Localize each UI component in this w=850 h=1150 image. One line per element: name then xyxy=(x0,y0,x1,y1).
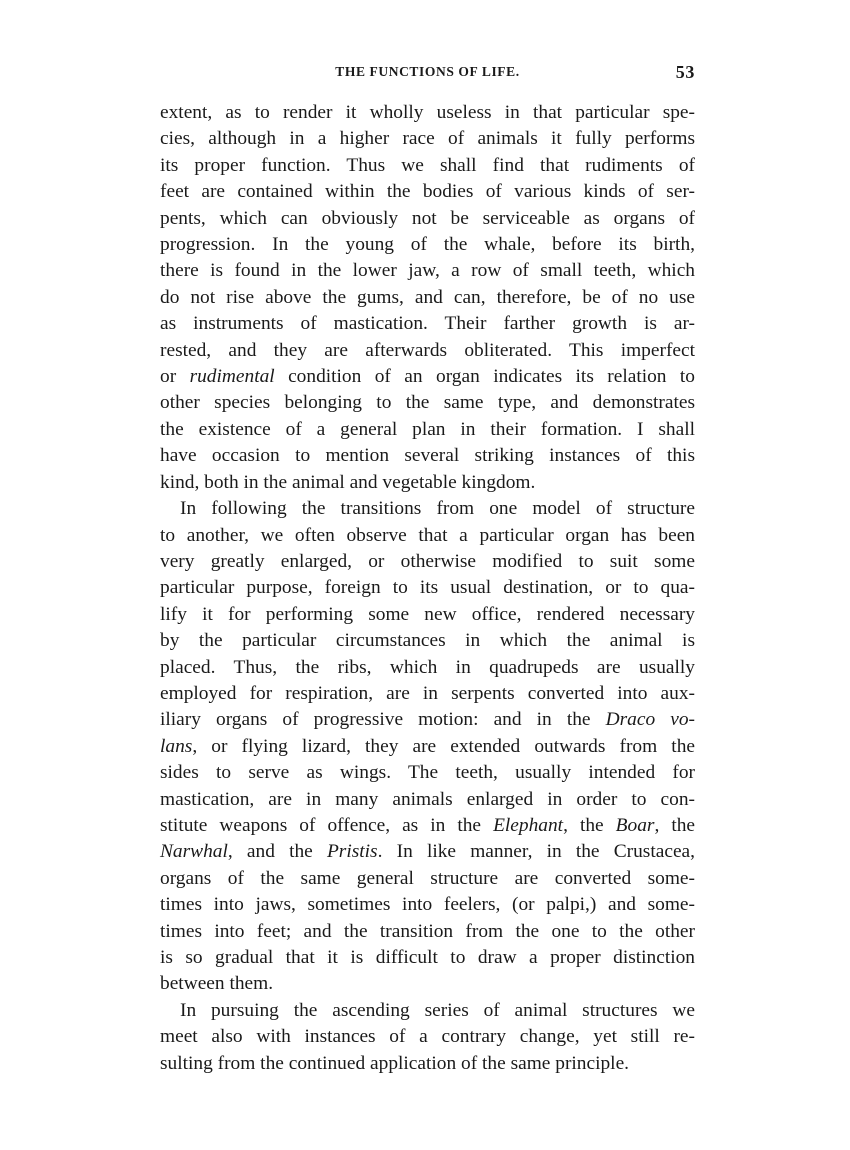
text-line: placed. Thus, the ribs, which in quadrupeds are usually xyxy=(160,656,695,678)
text-line: the existence of a general plan in their formation. I shall xyxy=(160,418,695,440)
text-line: there is found in the lower jaw, a row of small teeth, which xyxy=(160,260,695,282)
text-line: times into feet; and the transition from the one to the other xyxy=(160,920,695,942)
text-line: mastication, are in many animals enlarged in order to con- xyxy=(160,788,695,810)
text-line: extent, as to render it wholly useless in that particular spe- xyxy=(160,102,695,123)
paragraph xyxy=(160,496,695,998)
text-line: feet are contained within the bodies of various kinds of ser- xyxy=(160,181,695,203)
running-title: THE FUNCTIONS OF LIFE. xyxy=(335,64,520,79)
text-line: Narwhal, and the Pristis. In like manner, in the Crustacea, xyxy=(160,841,695,863)
text-line: iliary organs of progressive motion: and in the Draco vo- xyxy=(160,709,695,731)
page-number: 53 xyxy=(675,62,695,82)
text-line: other species belonging to the same type, and demonstrates xyxy=(160,392,695,414)
text-line: particular purpose, foreign to its usual destination, or to qua- xyxy=(160,577,695,599)
text-line: do not rise above the gums, and can, therefore, be of no use xyxy=(160,286,695,308)
text-line: is so gradual that it is difficult to draw a proper distinction xyxy=(160,947,695,968)
text-line: stitute weapons of offence, as in the Elephant, the Boar, the xyxy=(160,814,696,836)
text-line: by the particular circumstances in which the animal is xyxy=(160,630,695,652)
text-line: sides to serve as wings. The teeth, usually intended for xyxy=(160,762,695,784)
text-line: its proper function. Thus we shall find that rudiments of xyxy=(160,154,695,176)
text-line: as instruments of mastication. Their farther growth is ar- xyxy=(160,313,695,335)
text-line: rested, and they are afterwards obliterated. This imperfect xyxy=(160,339,695,361)
text-line: cies, although in a higher race of animals it fully performs xyxy=(160,128,695,150)
text-line: lans, or flying lizard, they are extended outwards from the xyxy=(160,735,695,757)
text-line: between them. xyxy=(160,973,274,995)
text-line: sulting from the continued application of the same principle. xyxy=(160,1052,630,1074)
text-line: meet also with instances of a contrary change, yet still re- xyxy=(160,1026,695,1048)
text-line: organs of the same general structure are converted some- xyxy=(160,867,695,889)
text-line: In pursuing the ascending series of animal structures we xyxy=(180,999,695,1021)
text-line: very greatly enlarged, or otherwise modified to suit some xyxy=(160,550,695,572)
paragraph xyxy=(160,100,695,496)
text-line: employed for respiration, are in serpents converted into aux- xyxy=(160,682,695,704)
text-line: to another, we often observe that a particular organ has been xyxy=(160,524,695,546)
paragraph xyxy=(160,998,695,1077)
text-line: In following the transitions from one model of structure xyxy=(180,498,695,520)
text-line: or rudimental condition of an organ indicates its relation to xyxy=(160,366,695,388)
body-text xyxy=(160,100,695,1077)
text-line: pents, which can obviously not be serviceable as organs of xyxy=(160,207,695,229)
text-line: progression. In the young of the whale, before its birth, xyxy=(160,234,695,256)
running-header xyxy=(160,62,695,88)
text-line: have occasion to mention several striking instances of this xyxy=(160,445,695,467)
book-page xyxy=(160,62,695,1077)
text-line: lify it for performing some new office, rendered necessary xyxy=(160,603,695,625)
text-line: kind, both in the animal and vegetable kingdom. xyxy=(160,471,536,493)
text-line: times into jaws, sometimes into feelers, (or palpi,) and some- xyxy=(160,894,695,916)
